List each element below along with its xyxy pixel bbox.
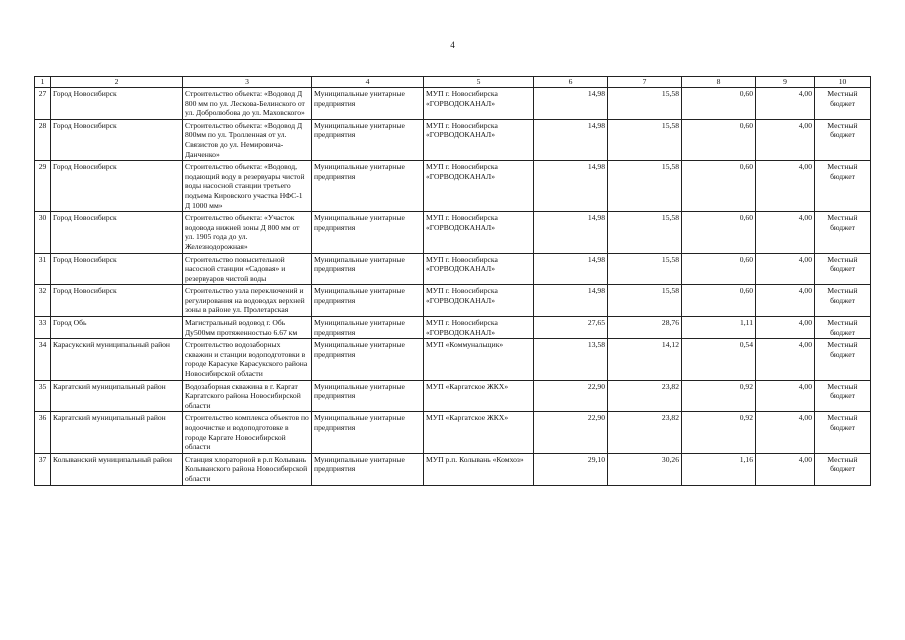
org-type-cell: Муниципальные унитарные предприятия [312, 212, 424, 253]
value-cell: 22,90 [534, 380, 608, 412]
org-type-cell: Муниципальные унитарные предприятия [312, 161, 424, 212]
organization-cell: МУП г. Новосибирска «ГОРВОДОКАНАЛ» [424, 317, 534, 339]
organization-cell: МУП «Каргатское ЖКХ» [424, 380, 534, 412]
object-cell: Строительство объекта: «Участок водовода нижней зоны Д 800 мм от ул. 1905 года до ул. Железнодорожная» [183, 212, 312, 253]
value-cell: 4,00 [756, 88, 815, 120]
value-cell: 15,58 [608, 253, 682, 285]
value-cell: 0,60 [682, 285, 756, 317]
territory-cell: Каргатский муниципальный район [51, 412, 183, 453]
funding-source-cell: Местный бюджет [815, 88, 871, 120]
value-cell: 4,00 [756, 453, 815, 485]
table-row [35, 317, 871, 339]
object-cell: Строительство комплекса объектов по водоочистке и водоподготовке в городе Каргате Новосибирской области [183, 412, 312, 453]
value-cell: 0,60 [682, 212, 756, 253]
value-cell: 14,98 [534, 119, 608, 160]
row-number: 31 [35, 253, 51, 285]
value-cell: 0,60 [682, 119, 756, 160]
value-cell: 14,98 [534, 285, 608, 317]
value-cell: 15,58 [608, 161, 682, 212]
table-row [35, 380, 871, 412]
value-cell: 4,00 [756, 380, 815, 412]
object-cell: Строительство водозаборных скважин и станции водоподготовки в городе Карасуке Карасукского района Новосибирской области [183, 339, 312, 380]
value-cell: 1,11 [682, 317, 756, 339]
funding-source-cell: Местный бюджет [815, 317, 871, 339]
funding-source-cell: Местный бюджет [815, 453, 871, 485]
value-cell: 0,54 [682, 339, 756, 380]
value-cell: 4,00 [756, 285, 815, 317]
value-cell: 4,00 [756, 339, 815, 380]
table-row [35, 412, 871, 453]
column-header: 4 [312, 77, 424, 88]
page-number: 4 [450, 40, 455, 50]
territory-cell: Город Новосибирск [51, 285, 183, 317]
value-cell: 0,60 [682, 88, 756, 120]
value-cell: 30,26 [608, 453, 682, 485]
row-number: 36 [35, 412, 51, 453]
table-header-row [35, 77, 871, 88]
org-type-cell: Муниципальные унитарные предприятия [312, 380, 424, 412]
value-cell: 15,58 [608, 285, 682, 317]
table-row [35, 253, 871, 285]
org-type-cell: Муниципальные унитарные предприятия [312, 119, 424, 160]
organization-cell: МУП г. Новосибирска «ГОРВОДОКАНАЛ» [424, 285, 534, 317]
object-cell: Строительство объекта: «Водовод Д 800 мм по ул. Лескова-Белинского от ул. Добролюбова до ул. Маховского» [183, 88, 312, 120]
object-cell: Строительство объекта: «Водовод Д 800мм по ул. Тролленная от ул. Связистов до ул. Немировича-Данченко» [183, 119, 312, 160]
row-number: 30 [35, 212, 51, 253]
organization-cell: МУП «Каргатское ЖКХ» [424, 412, 534, 453]
object-cell: Водозаборная скважина в г. Каргат Каргатского района Новосибирской области [183, 380, 312, 412]
value-cell: 28,76 [608, 317, 682, 339]
value-cell: 15,58 [608, 119, 682, 160]
funding-source-cell: Местный бюджет [815, 380, 871, 412]
value-cell: 4,00 [756, 253, 815, 285]
row-number: 34 [35, 339, 51, 380]
value-cell: 14,98 [534, 212, 608, 253]
organization-cell: МУП р.п. Колывань «Комхоз» [424, 453, 534, 485]
value-cell: 4,00 [756, 119, 815, 160]
value-cell: 0,92 [682, 412, 756, 453]
column-header: 8 [682, 77, 756, 88]
column-header: 7 [608, 77, 682, 88]
value-cell: 4,00 [756, 161, 815, 212]
organization-cell: МУП г. Новосибирска «ГОРВОДОКАНАЛ» [424, 212, 534, 253]
object-cell: Строительство объекта: «Водовод, подающий воду в резервуары чистой воды насосной станции третьего подъема Кировского участка НФС-1 Д 1000 мм» [183, 161, 312, 212]
value-cell: 23,82 [608, 412, 682, 453]
territory-cell: Город Новосибирск [51, 253, 183, 285]
table-row [35, 212, 871, 253]
org-type-cell: Муниципальные унитарные предприятия [312, 317, 424, 339]
row-number: 37 [35, 453, 51, 485]
funding-source-cell: Местный бюджет [815, 253, 871, 285]
row-number: 35 [35, 380, 51, 412]
organization-cell: МУП г. Новосибирска «ГОРВОДОКАНАЛ» [424, 161, 534, 212]
funding-source-cell: Местный бюджет [815, 161, 871, 212]
table-row [35, 88, 871, 120]
column-header: 6 [534, 77, 608, 88]
value-cell: 0,60 [682, 161, 756, 212]
row-number: 33 [35, 317, 51, 339]
territory-cell: Колыванский муниципальный район [51, 453, 183, 485]
value-cell: 14,98 [534, 161, 608, 212]
column-header: 1 [35, 77, 51, 88]
table-row [35, 119, 871, 160]
organization-cell: МУП «Коммунальщик» [424, 339, 534, 380]
object-cell: Станция хлораторной в р.п Колывань Колыванского района Новосибирской области [183, 453, 312, 485]
value-cell: 27,65 [534, 317, 608, 339]
row-number: 29 [35, 161, 51, 212]
row-number: 32 [35, 285, 51, 317]
table-row [35, 453, 871, 485]
value-cell: 13,58 [534, 339, 608, 380]
value-cell: 4,00 [756, 317, 815, 339]
territory-cell: Город Новосибирск [51, 119, 183, 160]
table-row [35, 161, 871, 212]
object-cell: Магистральный водовод г. Обь Ду500мм протяженностью 6.67 км [183, 317, 312, 339]
column-header: 9 [756, 77, 815, 88]
column-header: 2 [51, 77, 183, 88]
value-cell: 0,92 [682, 380, 756, 412]
column-header: 3 [183, 77, 312, 88]
organization-cell: МУП г. Новосибирска «ГОРВОДОКАНАЛ» [424, 88, 534, 120]
value-cell: 29,10 [534, 453, 608, 485]
value-cell: 4,00 [756, 412, 815, 453]
row-number: 28 [35, 119, 51, 160]
value-cell: 23,82 [608, 380, 682, 412]
object-cell: Строительство повысительной насосной станции «Садовая» и резервуаров чистой воды [183, 253, 312, 285]
territory-cell: Город Новосибирск [51, 161, 183, 212]
column-header: 5 [424, 77, 534, 88]
data-table [34, 76, 871, 486]
territory-cell: Карасукский муниципальный район [51, 339, 183, 380]
org-type-cell: Муниципальные унитарные предприятия [312, 88, 424, 120]
value-cell: 4,00 [756, 212, 815, 253]
table-row [35, 285, 871, 317]
organization-cell: МУП г. Новосибирска «ГОРВОДОКАНАЛ» [424, 119, 534, 160]
row-number: 27 [35, 88, 51, 120]
value-cell: 1,16 [682, 453, 756, 485]
org-type-cell: Муниципальные унитарные предприятия [312, 453, 424, 485]
organization-cell: МУП г. Новосибирска «ГОРВОДОКАНАЛ» [424, 253, 534, 285]
table-row [35, 339, 871, 380]
org-type-cell: Муниципальные унитарные предприятия [312, 339, 424, 380]
org-type-cell: Муниципальные унитарные предприятия [312, 285, 424, 317]
value-cell: 0,60 [682, 253, 756, 285]
territory-cell: Каргатский муниципальный район [51, 380, 183, 412]
territory-cell: Город Обь [51, 317, 183, 339]
table-body [35, 88, 871, 486]
column-header: 10 [815, 77, 871, 88]
value-cell: 15,58 [608, 212, 682, 253]
org-type-cell: Муниципальные унитарные предприятия [312, 253, 424, 285]
funding-source-cell: Местный бюджет [815, 285, 871, 317]
funding-source-cell: Местный бюджет [815, 412, 871, 453]
funding-source-cell: Местный бюджет [815, 339, 871, 380]
value-cell: 14,98 [534, 253, 608, 285]
value-cell: 15,58 [608, 88, 682, 120]
territory-cell: Город Новосибирск [51, 212, 183, 253]
value-cell: 14,98 [534, 88, 608, 120]
funding-source-cell: Местный бюджет [815, 119, 871, 160]
territory-cell: Город Новосибирск [51, 88, 183, 120]
object-cell: Строительство узла переключений и регулирования на водоводах верхней зоны в районе ул. Пролетарская [183, 285, 312, 317]
funding-source-cell: Местный бюджет [815, 212, 871, 253]
value-cell: 22,90 [534, 412, 608, 453]
org-type-cell: Муниципальные унитарные предприятия [312, 412, 424, 453]
value-cell: 14,12 [608, 339, 682, 380]
